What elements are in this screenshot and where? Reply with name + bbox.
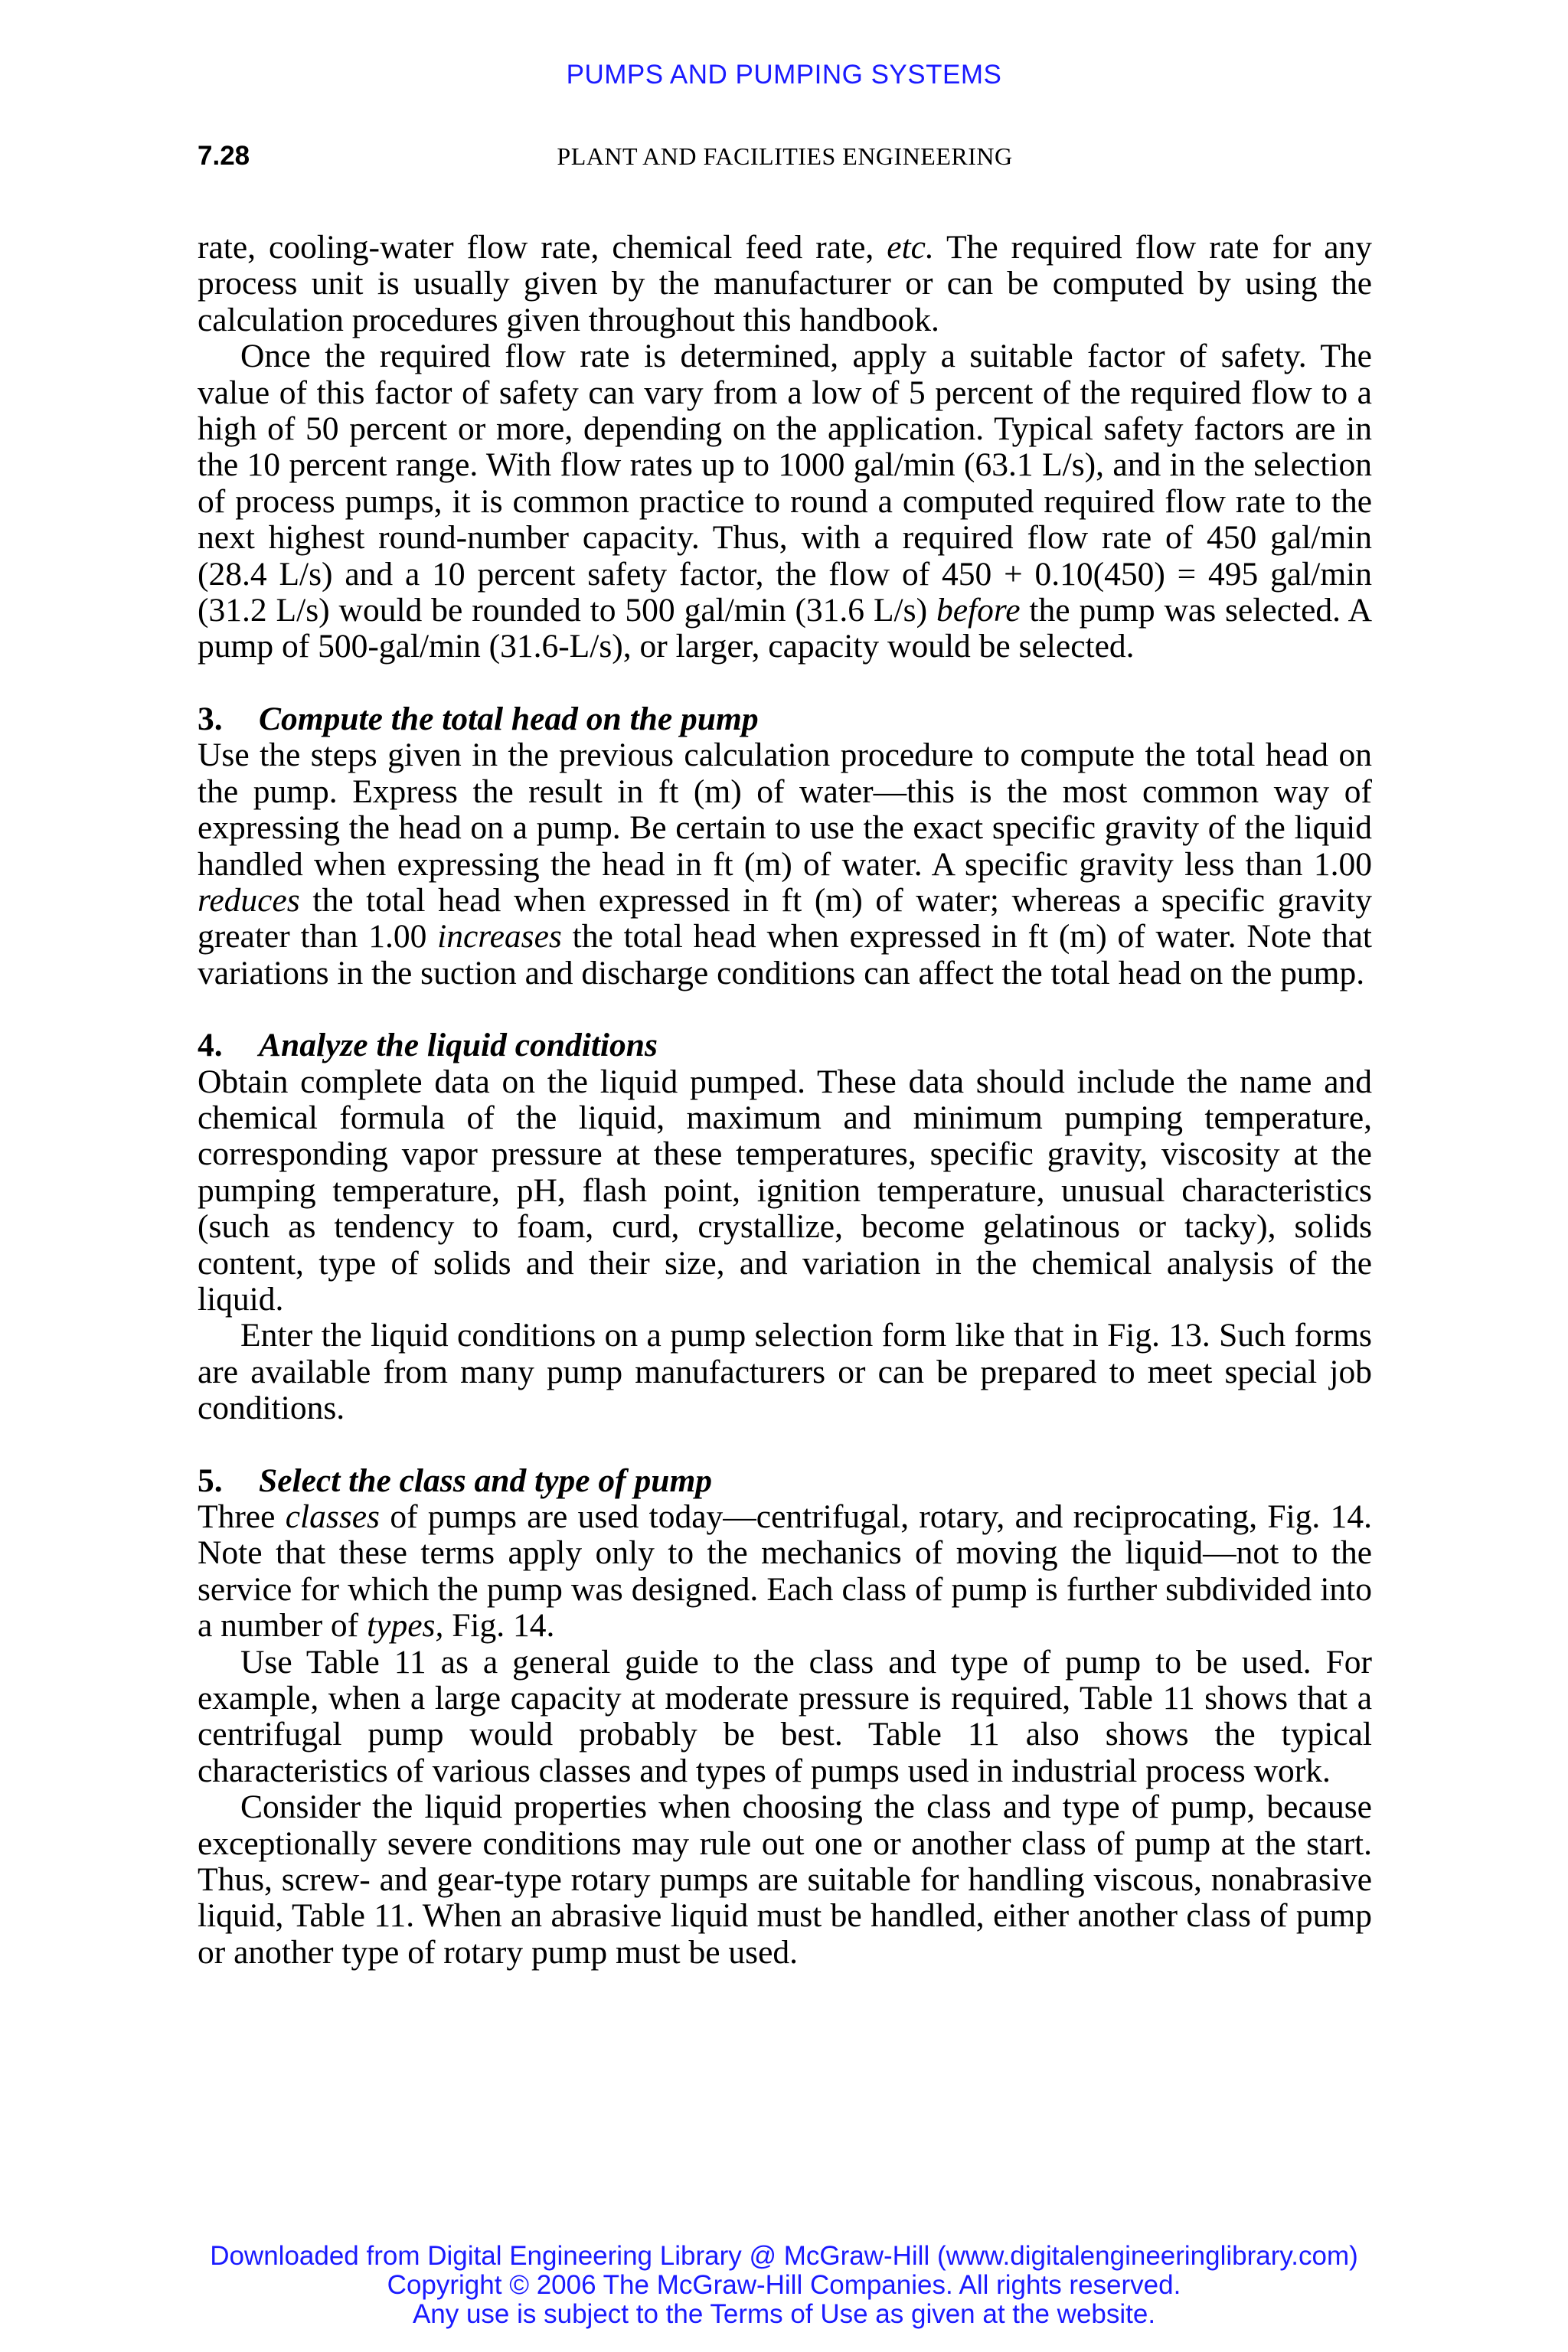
page-body: [198, 230, 1372, 1971]
step-4-heading: [198, 1027, 1372, 1063]
step-5-heading: [198, 1463, 1372, 1499]
italic-term: classes: [285, 1498, 380, 1535]
paragraph-flow-rate-continued: rate, cooling-water flow rate, chemical feed rate, etc. The required flow rate for any process unit is usually given by the manufacturer or can be computed by using the calculation procedures given throughout this handbook.: [198, 229, 1373, 338]
italic-term: before: [936, 592, 1021, 629]
step-number: 5.: [198, 1462, 223, 1499]
paragraph-liquid-properties: Consider the liquid properties when choosing the class and type of pump, because exceptionally severe conditions may rule out one or another class of pump at the start. Thus, screw- and gear-type rotary pumps are suitable for handling viscous, nonabrasive liquid, Table 11. When an abrasive liquid must be handled, either another class of pump or another type of rotary pump must be used.: [198, 1788, 1372, 1971]
step-title: Compute the total head on the pump: [259, 700, 759, 737]
paragraph-pump-classes: Three classes of pumps are used today—centrifugal, rotary, and reciprocating, Fig. 14. Note that these terms apply only to the mechanics of moving the liquid—not to the service for which the pump was designed. Each class of pump is further subdivided into a number of types, Fig. 14.: [198, 1498, 1372, 1645]
running-head: [198, 141, 1372, 179]
paragraph-table-11-guide: Use Table 11 as a general guide to the class and type of pump to be used. For example, when a large capacity at moderate pressure is required, Table 11 shows that a centrifugal pump would probably be best. Table 11 also shows the typical characteristics of various classes and types of pumps used in industrial process work.: [198, 1643, 1372, 1789]
footer-download-line[interactable]: Downloaded from Digital Engineering Library @ McGraw-Hill (www.digitalengineeringlibrary.com): [210, 2241, 1358, 2271]
italic-term: etc.: [887, 229, 934, 266]
footer-copyright-line: Copyright © 2006 The McGraw-Hill Companies. All rights reserved.: [387, 2270, 1181, 2300]
footer-terms-line: Any use is subject to the Terms of Use as given at the website.: [412, 2299, 1156, 2329]
paragraph-safety-factor: Once the required flow rate is determined, apply a suitable factor of safety. The value of this factor of safety can vary from a low of 5 percent of the required flow to a high of 50 percent or more, depending on the application. Typical safety factors are in the 10 percent range. With flow rates up to 1000 gal/min (63.1 L/s), and in the selection of process pumps, it is common practice to round a computed required flow rate to the next highest round-number capacity. Thus, with a required flow rate of 450 gal/min (28.4 L/s) and a 10 percent safety factor, the flow of 450 + 0.10(450) = 495 gal/min (31.2 L/s) would be rounded to 500 gal/min (31.6 L/s) before the pump was selected. A pump of 500-gal/min (31.6-L/s), or larger, capacity would be selected.: [198, 338, 1372, 665]
footer-notice: [0, 2242, 1568, 2329]
step-title: Analyze the liquid conditions: [259, 1027, 658, 1064]
step-3-heading: [198, 701, 1372, 737]
italic-term: increases: [437, 918, 562, 956]
source-banner: PUMPS AND PUMPING SYSTEMS: [566, 60, 1002, 90]
paragraph-liquid-data: Obtain complete data on the liquid pumped. These data should include the name and chemical formula of the liquid, maximum and minimum pumping temperature, corresponding vapor pressure at these temperatures, specific gravity, viscosity at the pumping temperature, pH, flash point, ignition temperature, unusual characteristics (such as tendency to foam, curd, crystallize, become gelatinous or tacky), solids content, type of solids and their size, and variation in the chemical analysis of the liquid.: [198, 1063, 1372, 1318]
running-title: PLANT AND FACILITIES ENGINEERING: [557, 142, 1013, 170]
italic-term: reduces: [198, 881, 300, 919]
italic-term: types,: [367, 1607, 444, 1645]
page-number: 7.28: [198, 141, 250, 171]
step-title: Select the class and type of pump: [259, 1462, 713, 1499]
step-number: 4.: [198, 1027, 223, 1064]
paragraph-selection-form: Enter the liquid conditions on a pump selection form like that in Fig. 13. Such forms are available from many pump manufacturers or can be prepared to meet special job conditions.: [198, 1317, 1372, 1427]
paragraph-total-head: Use the steps given in the previous calculation procedure to compute the total head on the pump. Express the result in ft (m) of water—this is the most common way of expressing the head on a pump. Be certain to use the exact specific gravity of the liquid handled when expressing the head in ft (m) of water. A specific gravity less than 1.00 reduces the total head when expressed in ft (m) of water; whereas a specific gravity greater than 1.00 increases the total head when expressed in ft (m) of water. Note that variations in the suction and discharge conditions can affect the total head on the pump.: [198, 737, 1372, 991]
step-number: 3.: [198, 700, 223, 737]
